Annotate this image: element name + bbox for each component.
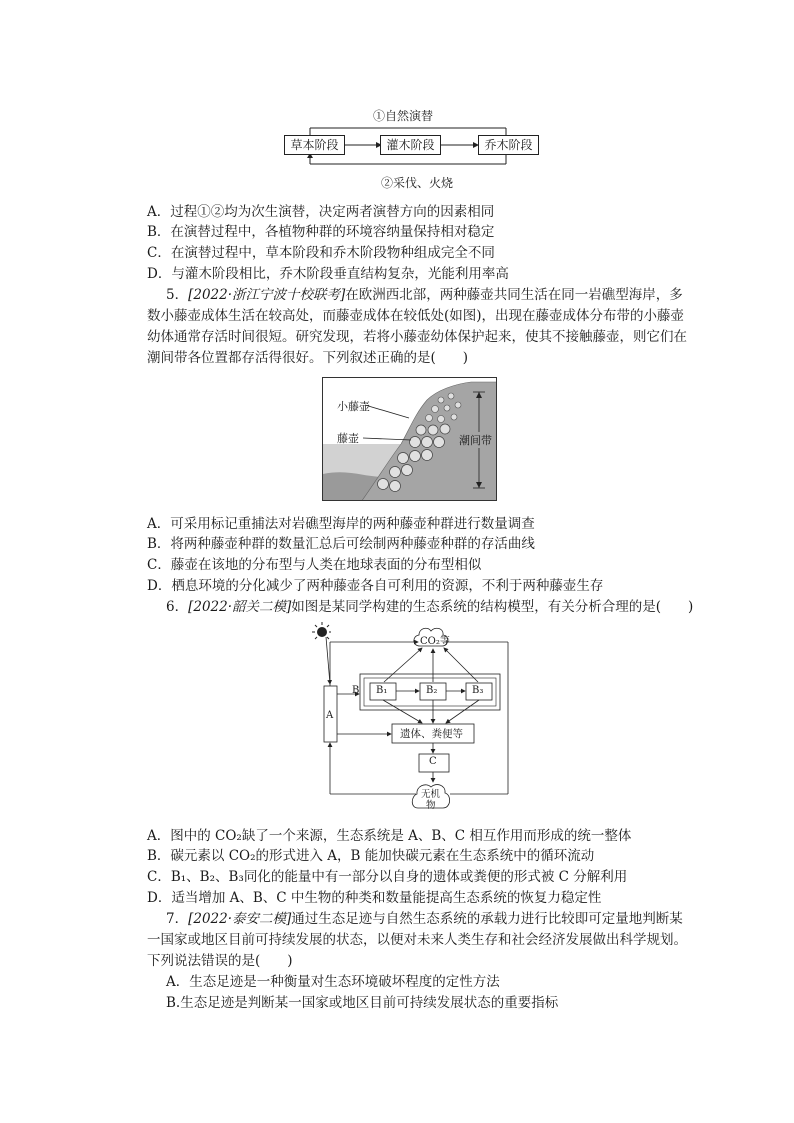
q6-option-c: C．B₁、B₂、B₃同化的能量中有一部分以自身的遗体或粪便的形式被 C 分解利用 [147,869,628,885]
b-label: B [352,685,360,696]
q6-option-a: A．图中的 CO₂缺了一个来源，生态系统是 A、B、C 相互作用而形成的统一整体 [147,828,632,844]
q5-stem-text-1: 在欧洲西北部，两种藤壶共同生活在同一岩礁型海岸，多 [345,287,683,303]
q5-number: 5． [166,287,189,303]
inorganic-label-2: 物 [426,800,436,811]
q5-option-b: B．将两种藤壶种群的数量汇总后可绘制两种藤壶种群的存活曲线 [147,536,535,552]
shrub-stage-box: 灌木阶段 [380,135,441,155]
q5-stem-line-2: 数小藤壶成体生活在较高处，而藤壶成体在较低处(如图)，出现在藤壶成体分布带的小藤壶 [147,308,685,324]
ecosystem-model-figure [312,622,512,814]
q7-stem-text-1: 通过生态足迹与自然生态系统的承载力进行比较即可定量地判断某 [291,911,683,927]
q6-source: [2022·韶关二模] [188,599,292,615]
q4-option-a: A．过程①②均为次生演替，决定两者演替方向的因素相同 [147,204,495,220]
q5-option-c: C．藤壶在该地的分布型与人类在地球表面的分布型相似 [147,557,482,573]
natural-succession-label: ①自然演替 [373,109,434,123]
b1-label: B₁ [376,685,388,696]
q6-option-b: B．碳元素以 CO₂的形式进入 A，B 能加快碳元素在生态系统中的循环流动 [147,848,595,864]
remains-label: 遗体、粪便等 [400,728,463,740]
q4-option-c: C．在演替过程中，草本阶段和乔木阶段物种组成完全不同 [147,245,495,261]
a-label: A [326,710,334,721]
small-barnacle-label: 小藤壶 [337,400,370,413]
q7-stem-line-3: 下列说法错误的是( ) [147,953,293,969]
q5-source: [2022·浙江宁波十校联考] [188,287,346,303]
intertidal-label: 潮间带 [459,434,492,447]
q7-stem-line-1 [166,909,683,929]
logging-fire-label: ②采伐、火烧 [381,176,454,190]
q4-option-b: B．在演替过程中，各植物种群的环境容纳量保持相对稳定 [147,224,495,240]
q7-source: [2022·泰安二模] [188,911,292,927]
q5-option-d: D．栖息环境的分化减少了两种藤壶各自可利用的资源，不利于两种藤壶生存 [147,578,604,594]
inorganic-label-1: 无机 [421,789,441,800]
q5-stem-line-1 [166,285,683,305]
b2-label: B₂ [426,685,438,696]
tree-stage-box: 乔木阶段 [478,135,539,155]
q5-stem-line-4: 潮间带各位置都存活得很好。下列叙述正确的是( ) [147,350,469,366]
q6-stem-text: 如图是某同学构建的生态系统的结构模型，有关分析合理的是( ) [291,599,694,615]
barnacle-figure [322,377,497,501]
q5-option-a: A．可采用标记重捕法对岩礁型海岸的两种藤壶种群进行数量调查 [147,516,535,532]
herb-stage-box: 草本阶段 [284,135,345,155]
co2-label: CO₂等 [420,636,450,647]
q6-option-d: D．适当增加 A、B、C 中生物的种类和数量能提高生态系统的恢复力稳定性 [147,890,602,906]
c-label: C [429,756,437,767]
ecosystem-model-drawing [312,622,512,814]
q7-stem-line-2: 一国家或地区目前可持续发展的状态，以便对未来人类生存和社会经济发展做出科学规划。 [147,932,687,948]
b3-label: B₃ [472,685,484,696]
q4-option-d: D．与灌木阶段相比，乔木阶段垂直结构复杂，光能利用率高 [147,266,509,282]
q5-stem-line-3: 幼体通常存活时间很短。研究发现，若将小藤壶幼体保护起来，使其不接触藤壶，则它们在 [147,329,687,345]
q7-option-b: B.生态足迹是判断某一国家或地区目前可持续发展状态的重要指标 [166,995,559,1011]
q7-number: 7． [166,911,189,927]
q6-number: 6． [166,599,189,615]
q7-option-a: A．生态足迹是一种衡量对生态环境破坏程度的定性方法 [166,974,500,990]
q6-stem [166,597,693,617]
barnacle-label: 藤壶 [337,432,359,445]
